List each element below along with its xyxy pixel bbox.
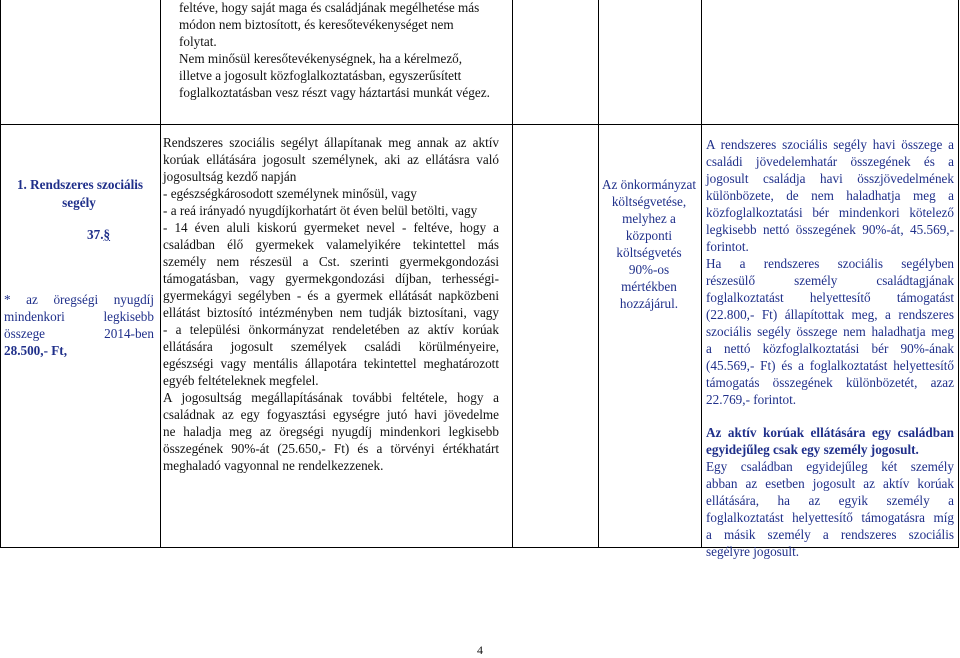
condition-line: ne haladja meg az öregségi nyugdíj mindenkori legkisebb [163, 424, 499, 439]
amount-line: a nettó közfoglalkoztatási bér 90%-ának [706, 341, 954, 356]
condition-line: összegének 90%-át (25.650,- Ft) és a törvényi értékhatárt [163, 441, 499, 456]
amount-line: különbözete, de nem haladhatja meg a [706, 188, 954, 203]
continuation-line: folytat. [179, 34, 217, 49]
condition-line: egyéb feltételeknek megfelel. [163, 373, 319, 388]
funding-line: mértékben [621, 279, 677, 294]
amount-line: abban az esetben jogosult az aktív korúak [706, 476, 954, 491]
funding-line: 90%-os [628, 262, 670, 277]
amount-line: foglalkoztatást helyettesítő támogatást [706, 290, 954, 305]
condition-line: családnak az egy fogyasztási egységre jutó havi jövedelme [163, 407, 499, 422]
pension-note [4, 291, 154, 359]
top-continuation-text [165, 0, 499, 101]
note-line: mindenkori legkisebb [4, 309, 154, 324]
table-border-right [958, 0, 959, 548]
table-divider-1 [160, 0, 161, 548]
condition-line: személy nem részesül a Cst. szerinti gyermekgondozási [163, 254, 499, 269]
amount-line: családi jövedelemhatár összegének és a [706, 154, 954, 169]
col2-conditions [163, 134, 499, 474]
continuation-line: illetve a jogosult közfoglalkoztatásban, egyszerűsített [179, 68, 462, 83]
amount-line: részesülő személy családtagjának [706, 273, 954, 288]
continuation-line: Nem minősül keresőtevékenységnek, ha a kérelmező, [179, 51, 463, 66]
condition-line: A jogosultság megállapításának további feltétele, hogy a [163, 390, 499, 405]
amount-line: Egy családban egyidejűleg két személy [706, 459, 954, 474]
amount-line: foglalkoztatást helyettesítő támogatásra míg [706, 510, 954, 525]
condition-line: ellátására jogosult személyek családi körülményeire, [163, 339, 499, 354]
bold-notice-line: Az aktív korúak ellátására egy családban [706, 425, 954, 440]
continuation-line: feltéve, hogy saját maga és családjának megélhetése más [179, 0, 480, 15]
section-title-line2: segély [62, 195, 96, 210]
condition-line: ellátást biztosító intézményben nem tudják biztosítani, vagy [163, 305, 499, 320]
amount-line: közfoglalkoztatási bér mindenkori kötelező [706, 205, 954, 220]
bold-notice-line: egyidejűleg csak egy személy jogosult. [706, 442, 919, 457]
funding-line: hozzájárul. [619, 296, 679, 311]
condition-line: gyermekágyi segélyben - és a gyermek ellátását napközbeni [163, 288, 499, 303]
continuation-line: módon nem biztosított, és keresőtevékenységet nem [179, 17, 454, 32]
col3-funding [598, 176, 700, 312]
amount-line: ellátására, ha az egyik személy a [706, 493, 954, 508]
page-number: 4 [477, 643, 483, 657]
amount-line: jogosult családja havi összjövedelmének [706, 171, 954, 186]
amount-line: 22.769,- forintot. [706, 392, 797, 407]
amount-line: segélyre jogosult. [706, 544, 800, 559]
amount-line: A rendszeres szociális segély havi összege a [706, 137, 954, 152]
amount-line: szociális segély összege nem haladhatja meg [706, 324, 954, 339]
funding-line: melyhez a [622, 211, 676, 226]
funding-line: költségvetés [616, 245, 682, 260]
condition-line: támogatásban, vagy gyermekgondozási díjban, terhességi- [163, 271, 499, 286]
section-title-line1: 1. Rendszeres szociális [16, 177, 144, 192]
funding-line: központi [625, 228, 673, 243]
amount-line: (45.569,- Ft) és a foglalkoztatást helyettesítő [706, 358, 954, 373]
amount-line: (22.800,- Ft) állapítottak meg, a rendszeres [706, 307, 954, 322]
section-sign: § [103, 227, 111, 242]
note-line: összege 2014-ben [4, 326, 154, 341]
table-border-left [0, 0, 1, 548]
amount-line: legkisebb nettó összegének 90%-át, 45.569,- [706, 222, 954, 237]
funding-line: Az önkormányzat [601, 177, 697, 192]
funding-line: költségvetése, [611, 194, 687, 209]
paragraph-number: 37. [87, 227, 104, 242]
condition-line: Rendszeres szociális segélyt állapítanak meg annak az aktív [163, 135, 499, 150]
note-line: 28.500,- Ft, [4, 343, 67, 358]
amount-line: a másik személy a rendszeres szociális [706, 527, 954, 542]
note-line: * az öregségi nyugdíj [4, 292, 154, 307]
condition-line: - egészségkárosodott személynek minősül, vagy [163, 186, 417, 201]
condition-line: jogosultság kezdő napján [163, 169, 297, 184]
condition-line: korúak ellátására jogosult személynek, aki az ellátásra való [163, 152, 499, 167]
condition-line: - a települési önkormányzat rendeletében az aktív korúak [163, 322, 499, 337]
condition-line: meghaladó vagyonnal ne rendelkezzenek. [163, 458, 384, 473]
col4-amount [706, 136, 954, 560]
condition-line: családban élő gyermekek valamelyikére tekintettel más [163, 237, 499, 252]
paragraph-reference [4, 226, 154, 243]
condition-line: - 14 éven aluli kiskorú gyermeket nevel - feltéve, hogy a [163, 220, 499, 235]
amount-line: támogatás összegének különbözetét, azaz [706, 375, 954, 390]
condition-line: - a reá irányadó nyugdíjkorhatárt öt éven belül betölti, vagy [163, 203, 478, 218]
continuation-line: foglalkoztatásban vesz részt vagy háztartási munkát végez. [179, 85, 490, 100]
col1-section [4, 176, 154, 359]
amount-line: forintot. [706, 239, 749, 254]
table-divider-4 [701, 0, 702, 548]
table-divider-2 [512, 0, 513, 548]
section-title [4, 176, 154, 193]
condition-line: egészségi vagy mentális állapotára tekintettel meghatározott [163, 356, 499, 371]
row-separator [0, 124, 959, 125]
amount-line: Ha a rendszeres szociális segélyben [706, 256, 954, 271]
